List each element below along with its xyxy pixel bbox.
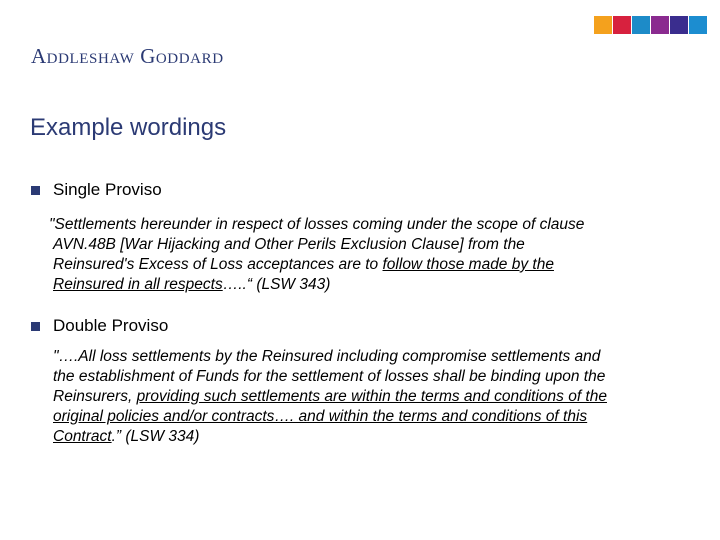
bullet-heading: Single Proviso — [53, 180, 162, 199]
color-square — [689, 16, 707, 34]
quote-line — [53, 407, 607, 427]
quote-line — [53, 347, 607, 367]
quote-line — [49, 255, 584, 275]
bullet-heading: Double Proviso — [53, 316, 169, 335]
quote-text: Reinsurers, — [53, 388, 137, 405]
underlined-text: Reinsured in all respects — [53, 276, 223, 293]
underlined-text: original policies and/or contracts…. and within the terms and conditions of this — [53, 408, 588, 425]
quote-line — [49, 275, 584, 295]
quote-line — [49, 215, 584, 235]
quote-line — [53, 387, 607, 407]
quote-text: …..“ (LSW 343) — [222, 276, 331, 293]
quote-single-proviso — [49, 215, 584, 295]
bullet-single-proviso — [31, 180, 162, 200]
company-logo — [31, 44, 224, 69]
bullet-double-proviso — [31, 316, 168, 336]
underlined-text: providing such settlements are within the terms and conditions of the — [136, 388, 607, 405]
quote-text: Reinsured's Excess of Loss acceptances are to — [53, 256, 383, 273]
quote-double-proviso — [53, 347, 607, 447]
underlined-text: follow those made by the — [382, 256, 554, 273]
quote-text: "Settlements hereunder in respect of losses coming under the scope of clause — [49, 216, 585, 233]
logo-text: ODDARD — [155, 51, 224, 67]
quote-text: .” (LSW 334) — [111, 428, 200, 445]
color-square — [632, 16, 650, 34]
quote-line — [49, 235, 584, 255]
color-square — [651, 16, 669, 34]
quote-text: "….All loss settlements by the Reinsured including compromise settlements and — [53, 348, 601, 365]
underlined-text: Contract — [53, 428, 112, 445]
color-square — [670, 16, 688, 34]
logo-text: DDLESHAW — [46, 51, 135, 67]
brand-color-bar — [594, 16, 707, 34]
logo-initial: G — [140, 44, 156, 68]
logo-initial: A — [31, 44, 47, 68]
quote-line — [53, 427, 607, 447]
square-bullet-icon — [31, 322, 40, 331]
quote-text: AVN.48B [War Hijacking and Other Perils Exclusion Clause] from the — [53, 236, 525, 253]
quote-text: the establishment of Funds for the settlement of losses shall be binding upon the — [53, 368, 606, 385]
slide-title: Example wordings — [30, 114, 227, 141]
color-square — [594, 16, 612, 34]
quote-line — [53, 367, 607, 387]
square-bullet-icon — [31, 186, 40, 195]
color-square — [613, 16, 631, 34]
